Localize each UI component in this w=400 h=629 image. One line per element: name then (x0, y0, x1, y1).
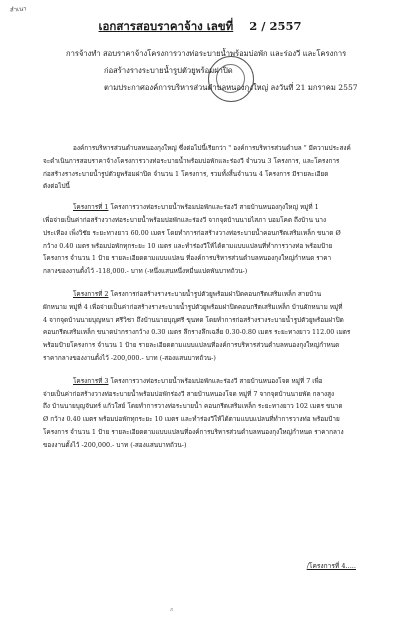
header-line-2: ก่อสร้างรางระบายน้ำรูปตัวยูพร้อมฝาปิด (104, 66, 233, 75)
project-line: พร้อมป้ายโครงการ จำนวน 1 ป้าย รายละเอียดตามแบบแปลนที่องค์การบริหารส่วนตำบลหนองกุงใหญ่กำหนด (43, 341, 340, 350)
project-line: Ø กว้าง 0.40 เมตร พร้อมบ่อพักทุกระยะ 10 เมตร และทำร่องวีให้ได้ตามแบบแปลนที่ทำการวางท่อ พร้อมป้าย (43, 415, 340, 424)
intro-line: ก่อสร้างรางระบายน้ำรูปตัวยูพร้อมฝาปิด จำนวน 1 โครงการ, รวมทั้งสิ้นจำนวน 4 โครงการ มีรายละเอียด (43, 169, 329, 178)
project-3-paragraph (43, 375, 373, 452)
intro-line: จะดำเนินการสอบราคาจ้างโครงการวางท่อระบายน้ำพร้อมบ่อพักและร่องวี จำนวน 3 โครงการ, และโครงการ (43, 156, 340, 165)
project-line (43, 201, 373, 214)
project-label: โครงการที่ 3 (73, 376, 109, 385)
document-body (43, 142, 373, 462)
project-text: โครงการก่อสร้างรางระบายน้ำรูปตัวยูพร้อมฝาปิดคอนกรีตเสริมเหล็ก สายบ้าน (110, 289, 322, 298)
project-text: โครงการวางท่อระบายน้ำพร้อมบ่อพักและร่องวี สายบ้านหนองโจด หมู่ที่ 7 เพื่อ (110, 376, 323, 385)
title-spacer (237, 19, 245, 33)
project-line: ประเทือง เพ็งวิชัย ระยะทางยาว 60.00 เมตร โดยทำการก่อสร้างวางท่อระบายน้ำคอนกรีตเสริมเหล็ก ขนาด Ø (43, 228, 341, 237)
project-line: เพื่อจ่ายเป็นค่าก่อสร้างวางท่อระบายน้ำพร้อมบ่อพักและร่องวี จากจุดบ้านนายไสภา บอมโคต ถึงบ้าน นาง (43, 215, 327, 224)
project-line: 4 จากจุดบ้านนายบุญหนา ศรีวิชา ถึงบ้านนายบุญศรี ขุนทด โดยทำการก่อสร้างรางระบายน้ำรูปตัวยูพร้อมฝาปิด (43, 315, 344, 324)
project-line: ผักหนาม หมู่ที่ 4 เพื่อจ่ายเป็นค่าก่อสร้างรางระบายน้ำรูปตัวยูพร้อมฝาปิดคอนกรีตเสริมเหล็ก บ้านผักหนาม หมู่ที่ (43, 302, 343, 311)
project-line: ราคากลางของงานตั้งไว้ -200,000.- บาท (-สองแสนบาทถ้วน-) (43, 353, 216, 362)
header-line-1: การจ้างทำ สอบราคาจ้างโครงการวางท่อระบายน้ำพร้อมบ่อพัก และร่องวี และโครงการ (66, 49, 347, 58)
intro-line: องค์การบริหารส่วนตำบลหนองกุงใหญ่ ซึ่งต่อไปนี้เรียกว่า " องค์การบริหารส่วนตำบล " มีความประสงค์ (73, 144, 351, 152)
continuation-note: /โครงการที่ 4..... (306, 562, 356, 570)
project-line: จ่ายเป็นค่าก่อสร้างวางท่อระบายน้ำพร้อมบ่อพักร่องวี สายบ้านหนองโจด หมู่ที่ 7 จากจุดบ้านนายพัด กลางสูง (43, 389, 335, 398)
project-1-paragraph (43, 201, 373, 278)
project-2-paragraph (43, 288, 373, 365)
project-line (43, 375, 373, 388)
project-line: ของงานตั้งไว้ -200,000.- บาท (-สองแสนบาทถ้วน-) (43, 440, 187, 449)
project-line: โครงการ จำนวน 1 ป้าย รายละเอียดตามแบบแปลนที่องค์การบริหารส่วนตำบลหนองกุงใหญ่กำหนด ราคากลาง (43, 427, 344, 436)
intro-line: ดังต่อไปนี้ (43, 182, 70, 191)
project-line: กว้าง 0.40 เมตร พร้อมบ่อพักทุกระยะ 10 เมตร และทำร่องวีให้ได้ตามแบบแปลนที่ทำการวางท่อ พร้อมป้าย (43, 241, 333, 250)
handwritten-corner-mark: สำเนา (9, 5, 27, 14)
title-text: เอกสารสอบราคาจ้าง เลขที่ (98, 19, 234, 33)
project-line: ถึง บ้านนายบุญจันทร์ แก้วใสย์ โดยทำการวางท่อระบายน้ำ คอนกรีตเสริมเหล็ก ระยะทางยาว 102 เมตร ขนาด (43, 402, 343, 411)
document-header (66, 45, 366, 96)
project-line (43, 288, 373, 301)
header-line-3: ตามประกาศองค์การบริหารส่วนตำบลหนองกุงใหญ่ ลงวันที่ 21 มกราคม 2557 (104, 83, 358, 92)
project-label: โครงการที่ 1 (73, 203, 109, 212)
document-number: 2 / 2557 (249, 19, 302, 33)
project-text: โครงการวางท่อระบายน้ำพร้อมบ่อพักและร่องวี สายบ้านหนองกุงใหญ่ หมู่ที่ 1 (110, 203, 319, 212)
page-stamp-mark: ภ (170, 607, 174, 613)
project-line: กลางของงานตั้งไว้ -118,000.- บาท (-หนึ่งแสนหนึ่งหมื่นแปดพันบาทถ้วน-) (43, 267, 248, 276)
intro-paragraph (43, 142, 373, 193)
project-line: โครงการ จำนวน 1 ป้าย รายละเอียดตามแบบแปลน ที่องค์การบริหารส่วนตำบลหนองกุงใหญ่กำหนด ราคา (43, 254, 332, 263)
project-label: โครงการที่ 2 (73, 289, 109, 298)
project-line: คอนกรีตเสริมเหล็ก ขนาดปากรางกว้าง 0.30 เมตร ลึกรางลึกเฉลี่ย 0.30-0.80 เมตร ระยะทางยาว 112.00 เมตร (43, 328, 351, 337)
document-title (0, 18, 400, 36)
